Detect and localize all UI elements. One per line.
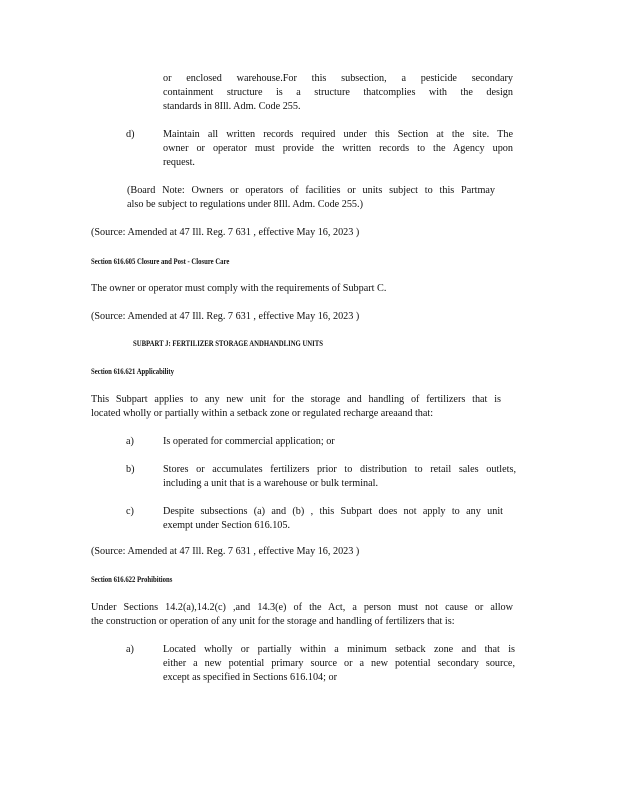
top-continuation: [163, 72, 513, 114]
section-616-622-heading: Section 616.622 Prohibitions: [91, 575, 173, 584]
item-d-label: d): [126, 129, 135, 140]
text-line: Maintain all written records required under this Section at the site. The: [163, 129, 513, 140]
text-line: except as specified in Sections 616.104; or: [163, 672, 337, 683]
text-line: also be subject to regulations under 8Ill. Adm. Code 255.): [127, 199, 363, 210]
source-note: (Source: Amended at 47 Ill. Reg. 7 631 , effective May 16, 2023 ): [91, 227, 360, 238]
section-616-605-heading: Section 616.605 Closure and Post - Closure Care: [91, 257, 230, 266]
text-line: request.: [163, 157, 195, 168]
item-a-label: a): [126, 644, 134, 655]
item-622-a-text: [163, 643, 515, 685]
section-616-621-heading: Section 616.621 Applicability: [91, 367, 174, 376]
item-d-text: [163, 128, 513, 170]
section-616-622-text: [91, 601, 513, 629]
section-616-621-text: [91, 393, 501, 421]
text-line: the construction or operation of any unit for the storage and handling of fertilizers that is:: [91, 616, 455, 627]
text-line: This Subpart applies to any new unit for the storage and handling of fertilizers that is: [91, 394, 501, 405]
text-line: Despite subsections (a) and (b) , this Subpart does not apply to any unit: [163, 506, 503, 517]
subpart-j-heading: SUBPART J: FERTILIZER STORAGE ANDHANDLING UNITS: [133, 339, 323, 348]
source-note: (Source: Amended at 47 Ill. Reg. 7 631 , effective May 16, 2023 ): [91, 311, 360, 322]
text-line: either a new potential primary source or a new potential secondary source,: [163, 658, 515, 669]
item-a-text: Is operated for commercial application; or: [163, 436, 335, 447]
item-a-label: a): [126, 436, 134, 447]
text-line: including a unit that is a warehouse or bulk terminal.: [163, 478, 379, 489]
text-line: containment structure is a structure thatcomplies with the design: [163, 87, 513, 98]
text-line: owner or operator must provide the written records to the Agency upon: [163, 143, 513, 154]
text-line: Stores or accumulates fertilizers prior to distribution to retail sales outlets,: [163, 464, 516, 475]
text-line: standards in 8Ill. Adm. Code 255.: [163, 101, 301, 112]
text-line: or enclosed warehouse.For this subsection, a pesticide secondary: [163, 73, 513, 84]
source-note: (Source: Amended at 47 Ill. Reg. 7 631 , effective May 16, 2023 ): [91, 546, 360, 557]
section-616-605-text: The owner or operator must comply with the requirements of Subpart C.: [91, 283, 387, 294]
item-b-label: b): [126, 464, 135, 475]
text-line: Under Sections 14.2(a),14.2(c) ,and 14.3(e) of the Act, a person must not cause or allow: [91, 602, 513, 613]
board-note: [127, 184, 495, 212]
item-c-label: c): [126, 506, 134, 517]
text-line: Located wholly or partially within a minimum setback zone and that is: [163, 644, 515, 655]
text-line: exempt under Section 616.105.: [163, 520, 291, 531]
item-c-text: [163, 505, 503, 533]
text-line: located wholly or partially within a setback zone or regulated recharge areaand that:: [91, 408, 434, 419]
item-b-text: [163, 463, 516, 491]
text-line: (Board Note: Owners or operators of facilities or units subject to this Partmay: [127, 185, 495, 196]
